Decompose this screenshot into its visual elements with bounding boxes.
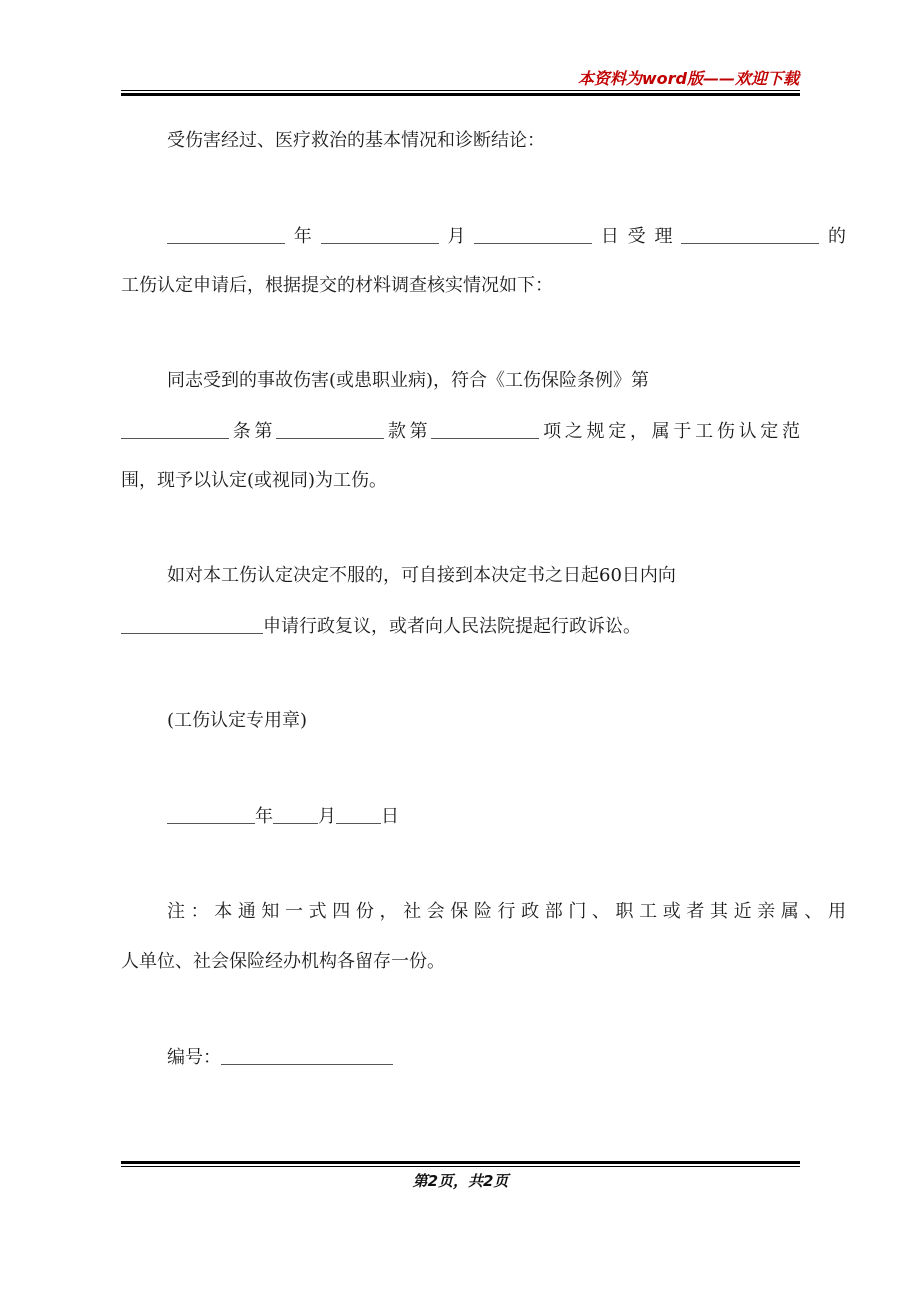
- serial-number-label: 编号：: [167, 1047, 221, 1068]
- header-rule-thin: [121, 90, 800, 91]
- blank-year[interactable]: [167, 223, 285, 244]
- blank-applicant[interactable]: [681, 223, 819, 244]
- blank-month[interactable]: [321, 223, 439, 244]
- issue-date-line: 年 月 日: [121, 803, 846, 830]
- page-number: 第2页，共2页: [412, 1172, 509, 1190]
- blank-issue-month[interactable]: [273, 803, 318, 824]
- blank-item[interactable]: [431, 418, 539, 439]
- header-banner-text: 本资料为word版——欢迎下载: [577, 69, 799, 88]
- blank-issue-year[interactable]: [167, 803, 255, 824]
- conclusion-line-1: 同志受到的事故伤害(或患职业病)，符合《工伤保险条例》第: [167, 370, 650, 391]
- footer-rule-thin: [121, 1166, 800, 1167]
- official-seal-label: (工伤认定专用章): [167, 710, 308, 731]
- injury-process-heading: 受伤害经过、医疗救治的基本情况和诊断结论：: [167, 130, 545, 151]
- note-line-1: 注：本通知一式四份，社会保险行政部门、职工或者其近亲属、用: [167, 901, 846, 922]
- blank-clause[interactable]: [276, 418, 384, 439]
- footer-rule-thick: [121, 1161, 800, 1164]
- conclusion-line-2: 条第 款第 项之规定，属于工伤认定范: [121, 418, 800, 445]
- appeal-line-2: 申请行政复议，或者向人民法院提起行政诉讼。: [121, 613, 800, 640]
- conclusion-line-3: 围，现予以认定(或视同)为工伤。: [121, 470, 388, 491]
- header-rule-thick: [121, 93, 800, 96]
- serial-number-line: [121, 1044, 846, 1071]
- blank-review-agency[interactable]: [121, 613, 263, 634]
- blank-issue-day[interactable]: [336, 803, 381, 824]
- investigation-line: 工伤认定申请后，根据提交的材料调查核实情况如下：: [121, 275, 553, 296]
- blank-article[interactable]: [121, 418, 229, 439]
- note-line-2: 人单位、社会保险经办机构各留存一份。: [121, 951, 445, 972]
- acceptance-date-line: 年 月 日受理 的: [121, 223, 846, 250]
- appeal-line-1: 如对本工伤认定决定不服的，可自接到本决定书之日起60日内向: [167, 565, 676, 586]
- blank-serial-number[interactable]: [221, 1044, 393, 1065]
- blank-day[interactable]: [474, 223, 592, 244]
